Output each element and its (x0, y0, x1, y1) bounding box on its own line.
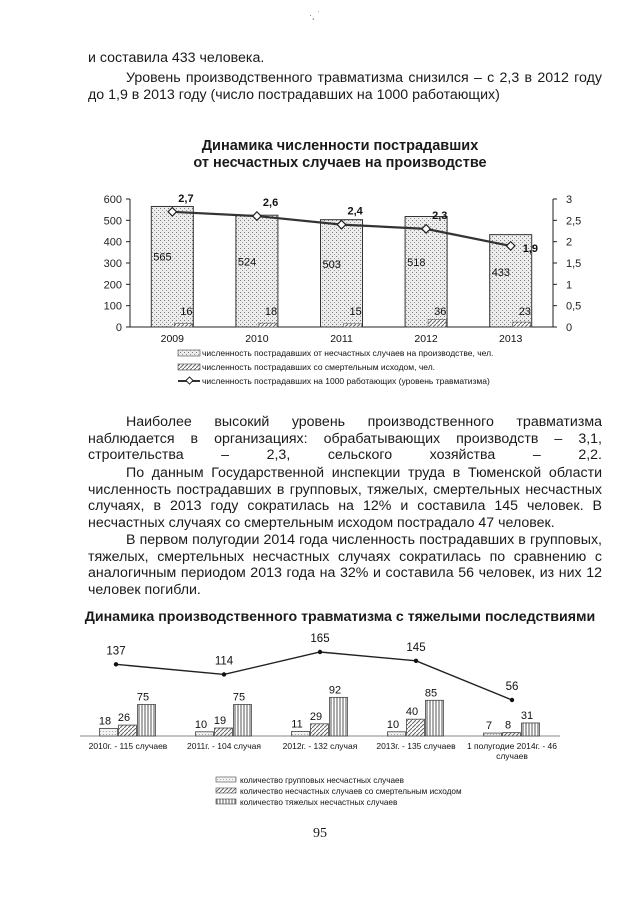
chart1-bar-fatal-label: 16 (180, 306, 193, 318)
chart1-legend-label-total: численность пострадавших от несчастных случаев на производстве, чел. (202, 348, 494, 358)
chart2-bar-group (292, 731, 310, 736)
chart2-line-point (318, 650, 322, 654)
chart1-y-tick-label: 300 (103, 258, 122, 270)
chart1-y2-tick-label: 2 (566, 236, 573, 249)
chart1-y2-tick-label: 3 (566, 194, 573, 206)
chart1-category-label: 2009 (160, 333, 184, 345)
chart1-bar-fatal (174, 324, 192, 327)
chart2-bar-fatal (407, 719, 425, 736)
chart2-bar-severe (234, 705, 252, 737)
chart1-y-tick-label: 600 (103, 194, 122, 206)
chart2-bar-fatal (215, 728, 233, 736)
chart1-category-label: 2010 (245, 333, 269, 345)
chart2-bar-fatal (503, 733, 521, 736)
chart2-category-label: 2012г. - 132 случая (282, 741, 358, 751)
chart1-y2-tick-label: 0 (566, 322, 573, 334)
chart2-bar-group-label: 10 (194, 718, 208, 731)
chart2-bar-group-label: 18 (98, 715, 112, 728)
chart2-category-label: 2011г. - 104 случая (186, 741, 262, 751)
chart-victims-dynamics (0, 180, 640, 400)
chart2-category-label: случаев (496, 751, 528, 761)
chart1-title-line1: Динамика численности пострадавших (201, 138, 479, 154)
chart2-bar-severe (522, 723, 540, 736)
chart1-y2-tick-label: 1,5 (566, 258, 582, 270)
chart1-line-label: 2,4 (347, 205, 363, 218)
chart1-title (150, 138, 530, 172)
paragraph-first-half-2014: В первом полугодии 2014 года численность пострадавших в групповых, тяжелых, смертельных несчастных случаях сократилась по сравнению с аналогичным периодом 2013 года на 32% и составила 56 человек, из них 12 человек погибли. (88, 532, 602, 598)
chart2-legend-label: количество тяжелых несчастных случаев (240, 798, 398, 807)
paragraph-state-inspection: По данным Государственной инспекции труда в Тюменской области численность пострадавших в групповых, тяжелых, смертельных несчастных случаях, в 2013 году сократилась на 12% и составила 145 человек. В несчастных случаях со смертельным исходом пострадало 47 человек. (88, 465, 602, 531)
chart1-bar-fatal-label: 36 (434, 306, 447, 318)
chart2-line-label: 56 (505, 681, 519, 693)
chart2-bar-group (196, 732, 214, 736)
chart2-bar-fatal (311, 724, 329, 736)
chart1-bar-fatal-label: 18 (264, 306, 278, 318)
chart1-bar-fatal-label: 15 (349, 306, 362, 318)
chart1-category-label: 2012 (414, 333, 438, 345)
chart2-bar-group (100, 728, 118, 736)
chart1-y-tick-label: 400 (103, 236, 122, 249)
chart1-y-tick-label: 500 (103, 215, 122, 228)
chart2-bar-severe-label: 85 (424, 687, 438, 700)
chart1-y2-tick-label: 0,5 (566, 300, 582, 313)
chart1-bar-total-label: 503 (322, 258, 341, 271)
chart2-bar-fatal-label: 40 (405, 706, 419, 719)
chart1-legend-label-line: численность пострадавших на 1000 работающих (уровень травматизма) (202, 376, 490, 386)
chart1-y-tick-label: 0 (115, 322, 122, 334)
chart1-line-label: 2,3 (432, 209, 448, 222)
chart2-line-label: 165 (310, 633, 330, 645)
chart1-title-line2: от несчастных случаев на производстве (193, 155, 487, 171)
chart2-line-point (510, 698, 514, 702)
chart2-category-label: 2013г. - 135 случаев (376, 741, 456, 751)
paragraph-injury-level: Уровень производственного травматизма снизился – с 2,3 в 2012 году до 1,9 в 2013 году (число пострадавших на 1000 работающих) (88, 70, 602, 103)
chart2-legend-swatch (216, 788, 236, 793)
chart1-legend-label-fatal: численность пострадавших со смертельным исходом, чел. (202, 362, 436, 372)
chart1-bar-total-label: 524 (237, 256, 257, 269)
chart1-bar-fatal (259, 323, 277, 327)
chart2-bar-severe (330, 697, 348, 736)
chart2-category-label: 2010г. - 115 случаев (88, 741, 168, 751)
chart2-legend-label: количество групповых несчастных случаев (240, 776, 404, 785)
chart2-bar-severe (426, 700, 444, 736)
chart-severe-injuries (0, 633, 640, 820)
chart2-bar-group-label: 7 (485, 720, 493, 733)
chart1-bar-total-label: 518 (407, 257, 426, 270)
chart2-bar-fatal-label: 29 (309, 710, 323, 723)
chart2-title: Динамика производственного травматизма с тяжелыми последствиями (84, 609, 596, 625)
chart1-bar-fatal-label: 23 (518, 306, 531, 318)
paragraph-highest-level: Наиболее высокий уровень производственного травматизма наблюдается в организациях: обрабатывающих производств – 3,1, строительства – 2,3, сельского хозяйства – 2,2. (88, 414, 602, 463)
chart2-bar-group (484, 733, 502, 736)
chart2-line-point (222, 672, 226, 676)
chart2-category-label: 1 полугодие 2014г. - 46 (466, 741, 558, 751)
chart1-bar-fatal (344, 324, 362, 327)
chart1-y2-tick-label: 2,5 (566, 215, 582, 228)
chart1-line-label: 1,9 (522, 242, 538, 255)
chart1-y-tick-label: 200 (103, 279, 122, 292)
chart1-legend-swatch-total (178, 350, 200, 356)
text-line-1: и составила 433 человека. (88, 50, 265, 66)
chart1-bar-total-label: 565 (153, 251, 172, 264)
chart2-line-label: 137 (106, 645, 126, 658)
chart1-category-label: 2011 (330, 333, 353, 345)
chart2-bar-group-label: 10 (386, 718, 400, 731)
chart2-legend-label: количество несчастных случаев со смертельным исходом (240, 787, 462, 796)
chart2-line-label: 145 (406, 641, 426, 654)
chart2-bar-group-label: 11 (291, 718, 303, 731)
chart2-bar-severe-label: 75 (136, 691, 150, 704)
chart2-bar-severe-label: 75 (232, 691, 246, 704)
chart2-bar-severe (138, 705, 156, 737)
chart1-category-label: 2013 (499, 333, 523, 345)
page-number: 95 (313, 826, 327, 841)
chart2-bar-group (388, 732, 406, 736)
chart1-line-label: 2,6 (262, 197, 279, 210)
chart2-bar-fatal-label: 26 (117, 712, 131, 725)
chart1-bar-total-label: 433 (491, 267, 511, 280)
chart1-y-tick-label: 100 (103, 300, 122, 313)
chart2-bar-severe-label: 31 (520, 709, 534, 722)
chart1-legend-swatch-marker (186, 377, 193, 384)
chart2-legend-swatch (216, 777, 236, 782)
chart2-line-point (414, 659, 418, 663)
chart2-line-total (116, 652, 512, 700)
chart1-bar-fatal (428, 319, 446, 327)
chart2-bar-severe-label: 92 (328, 684, 342, 697)
chart2-line-point (114, 662, 118, 666)
chart1-bar-fatal (513, 322, 531, 327)
chart2-bar-fatal (119, 725, 137, 736)
chart2-bar-fatal-label: 19 (213, 715, 227, 728)
chart2-line-label: 114 (214, 655, 234, 668)
chart2-legend-swatch (216, 799, 236, 804)
chart1-legend-swatch-fatal (178, 364, 200, 370)
chart1-y2-tick-label: 1 (566, 279, 573, 292)
chart2-bar-fatal-label: 8 (504, 719, 512, 732)
chart1-line-label: 2,7 (178, 192, 194, 205)
header-mark: ·¸ ˙ (309, 10, 321, 20)
